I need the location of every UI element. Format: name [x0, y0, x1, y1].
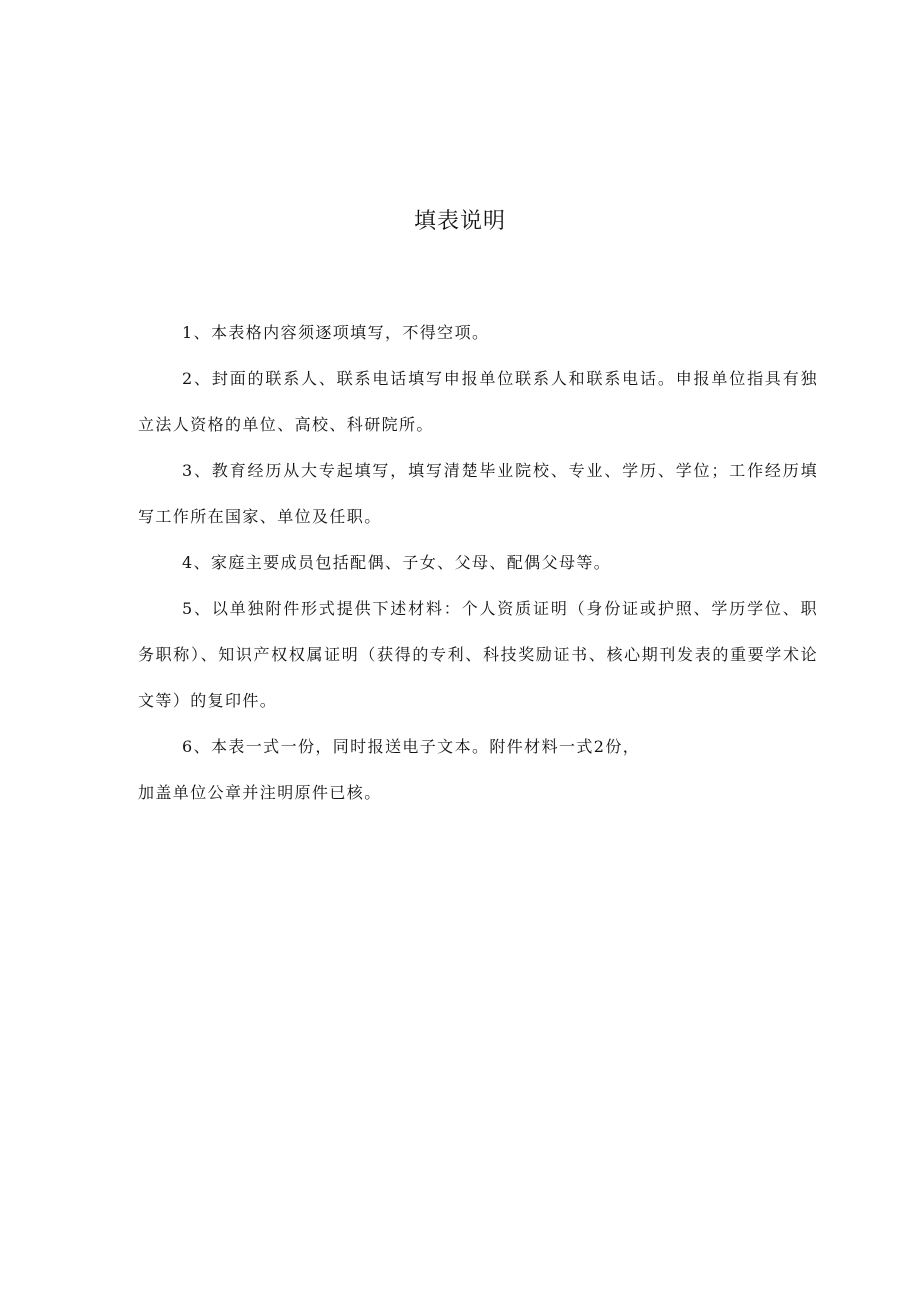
instruction-item-1: 1、本表格内容须逐项填写，不得空项。 [182, 323, 490, 342]
instructions-body [138, 310, 818, 816]
instruction-item-6-continuation: 加盖单位公章并注明原件已核。 [138, 783, 382, 802]
instruction-item-2: 2、封面的联系人、联系电话填写申报单位联系人和联系电话。申报单位指具有独立法人资格的单位、高校、科研院所。 [138, 369, 818, 434]
instruction-item-5: 5、以单独附件形式提供下述材料：个人资质证明（身份证或护照、学历学位、职务职称）、知识产权权属证明（获得的专利、科技奖励证书、核心期刊发表的重要学术论文等）的复印件。 [138, 599, 818, 710]
instruction-item-3: 3、教育经历从大专起填写，填写清楚毕业院校、专业、学历、学位；工作经历填写工作所在国家、单位及任职。 [138, 461, 818, 526]
instruction-item-4: 4、家庭主要成员包括配偶、子女、父母、配偶父母等。 [182, 553, 612, 572]
page-title: 填表说明 [413, 209, 506, 234]
instruction-item-6: 6、本表一式一份，同时报送电子文本。附件材料一式2份， [182, 737, 641, 756]
